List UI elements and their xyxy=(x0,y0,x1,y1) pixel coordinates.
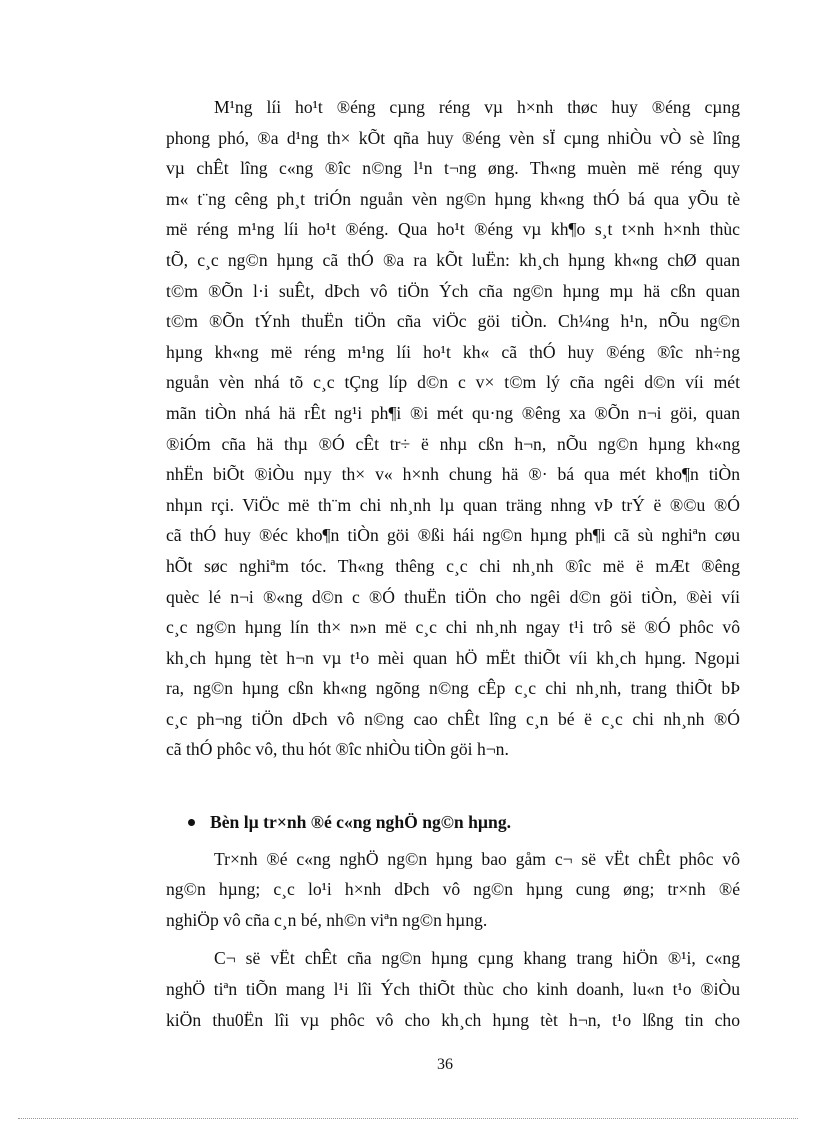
paragraph-line: tÕ, c¸c ng©n hµng cã thÓ ®a ra kÕt luËn: kh¸ch hµng kh«ng chØ quan xyxy=(166,249,740,270)
bullet-icon xyxy=(188,819,195,826)
paragraph-line: mãn tiÒn nhá hä rÊt ng¹i ph¶i ®i mét qu·ng ®êng xa ®Õn n¬i göi, quan xyxy=(166,402,740,423)
paragraph-line: kiÖn thu0Ën lîi vµ phôc vô cho kh¸ch hµng tèt h¬n, t¹o lßng tin cho xyxy=(166,1009,740,1030)
paragraph-line: Tr×nh ®é c«ng nghÖ ng©n hµng bao gåm c¬ së vËt chÊt phôc vô xyxy=(214,848,740,869)
paragraph-line: ra, ng©n hµng cßn kh«ng ngõng n©ng cÊp c¸c chi nh¸nh, trang thiÕt bÞ xyxy=(166,678,740,699)
section-heading-text: Bèn lµ tr×nh ®é c«ng nghÖ ng©n hµng. xyxy=(210,812,512,833)
paragraph-line: quèc lé n¬i ®«ng d©n c ®Ó thuËn tiÖn cho ngêi d©n göi tiÒn, ®èi víi xyxy=(166,586,740,607)
paragraph-line: c¸c ng©n hµng lín th× n»n më c¸c chi nh¸nh ngay t¹i trô së ®Ó phôc vô xyxy=(166,617,740,638)
page-body xyxy=(166,92,740,1035)
paragraph-2 xyxy=(166,844,740,936)
paragraph-line: cã thÓ huy ®éc kho¶n tiÒn göi ®ßi hái ng©n hµng ph¶i cã sù nghiªn cøu xyxy=(166,525,740,546)
section-heading xyxy=(166,807,740,838)
paragraph-line: më réng m¹ng líi ho¹t ®éng. Qua ho¹t ®éng vµ kh¶o s¸t t×nh h×nh thùc xyxy=(166,219,740,240)
paragraph-1 xyxy=(166,92,740,765)
paragraph-line: nguån vèn nhá tõ c¸c tÇng líp d©n c v× t©m lý cña ngêi d©n víi mét xyxy=(166,372,740,393)
paragraph-line: c¸c ph¬ng tiÖn dÞch vô n©ng cao chÊt lîng c¸n bé ë c¸c chi nh¸nh ®Ó xyxy=(166,708,740,729)
paragraph-3 xyxy=(166,943,740,1035)
paragraph-line: M¹ng líi ho¹t ®éng cµng réng vµ h×nh thøc huy ®éng cµng xyxy=(214,97,740,117)
paragraph-line: hµng kh«ng më réng m¹ng líi ho¹t kh« cã thÓ huy ®éng ®îc nh÷ng xyxy=(166,341,740,362)
paragraph-line: t©m ®Õn tÝnh thuËn tiÖn cña viÖc göi tiÒn. Ch¼ng h¹n, nÕu ng©n xyxy=(166,311,740,332)
paragraph-line: cã thÓ phôc vô, thu hót ®îc nhiÒu tiÒn göi h¬n. xyxy=(166,739,509,760)
paragraph-line: m« t¨ng cêng ph¸t triÓn nguån vèn ng©n hµng kh«ng thÓ bá qua yÕu tè xyxy=(166,188,740,209)
footer-divider xyxy=(18,1118,798,1119)
paragraph-line: nghÖ tiªn tiÕn mang l¹i lîi Ých thiÕt thùc cho kinh doanh, lu«n t¹o ®iÒu xyxy=(166,979,740,1000)
paragraph-line: ng©n hµng; c¸c lo¹i h×nh dÞch vô ng©n hµng cung øng; tr×nh ®é xyxy=(166,879,740,900)
paragraph-line: vµ chÊt lîng c«ng ®îc n©ng l¹n t¬ng øng. Th«ng muèn më réng quy xyxy=(166,158,740,179)
paragraph-line: t©m ®Õn l·i suÊt, dÞch vô tiÖn Ých cña ng©n hµng mµ hä cßn quan xyxy=(166,280,740,301)
page-number: 36 xyxy=(437,1056,453,1073)
paragraph-line: nhµn rçi. ViÖc më th¨m chi nh¸nh lµ quan träng nhng vÞ trÝ ë ®©u ®Ó xyxy=(166,494,740,515)
paragraph-line: kh¸ch hµng tèt h¬n vµ t¹o mèi quan hÖ mËt thiÕt víi kh¸ch hµng. Ngoµi xyxy=(166,647,740,668)
paragraph-line: phong phó, ®a d¹ng th× kÕt qña huy ®éng vèn sÏ cµng nhiÒu vÒ sè lîng xyxy=(166,127,740,148)
paragraph-line: nhËn biÕt ®iÒu nµy th× v« h×nh chung hä ®· bá qua mét kho¶n tiÒn xyxy=(166,464,740,485)
paragraph-line: nghiÖp vô cña c¸n bé, nh©n viªn ng©n hµng. xyxy=(166,909,488,930)
paragraph-line: ®iÓm cña hä thµ ®Ó cÊt tr÷ ë nhµ cßn h¬n, nÕu ng©n hµng kh«ng xyxy=(166,433,740,454)
paragraph-line: hÕt søc nghiªm tóc. Th«ng thêng c¸c chi nh¸nh ®îc më ë mÆt ®êng xyxy=(166,555,740,576)
paragraph-line: C¬ së vËt chÊt cña ng©n hµng cµng khang trang hiÖn ®¹i, c«ng xyxy=(214,948,740,969)
